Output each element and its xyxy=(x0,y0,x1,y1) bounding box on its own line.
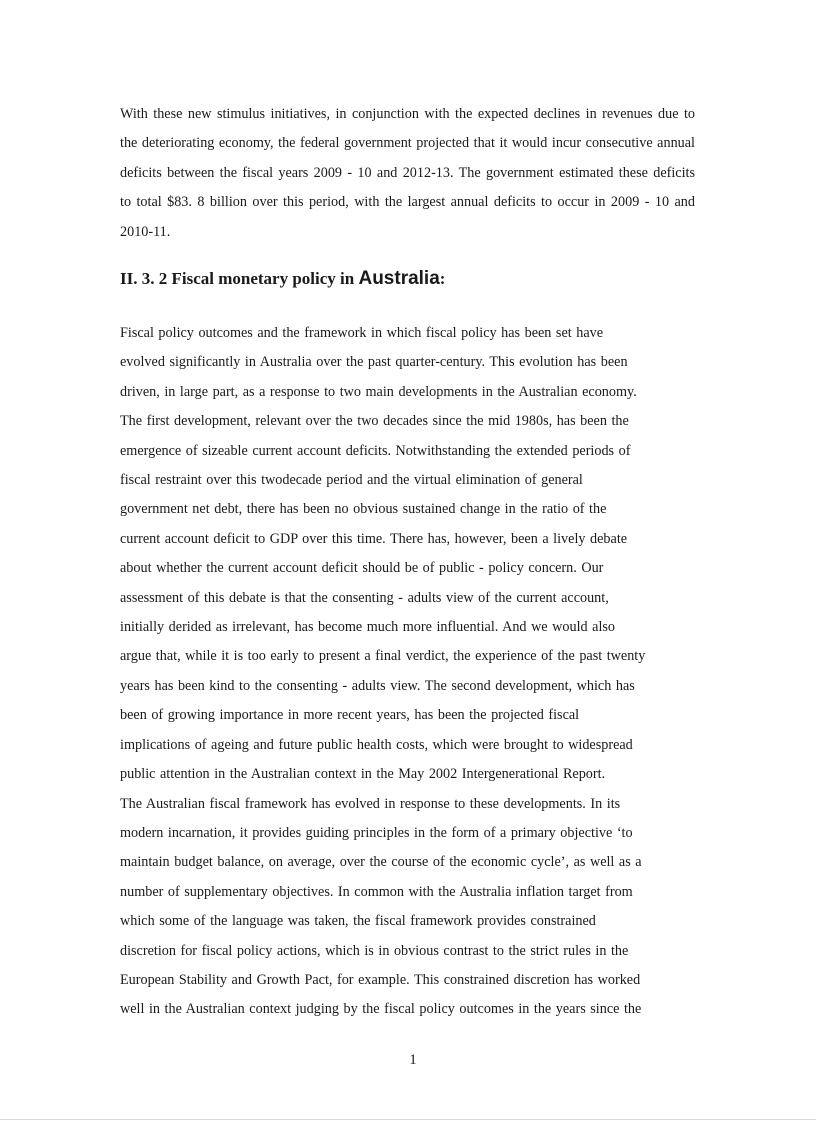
body-line: current account deficit to GDP over this time. There has, however, been a lively debate xyxy=(120,530,628,547)
body-line: about whether the current account deficit should be of public - policy concern. Our xyxy=(120,560,604,577)
body-line: emergence of sizeable current account deficits. Notwithstanding the extended periods of xyxy=(120,442,631,459)
page-number: 1 xyxy=(409,1052,417,1068)
section-title-country: Australia xyxy=(358,268,440,289)
body-line: government net debt, there has been no obvious sustained change in the ratio of the xyxy=(120,501,607,518)
body-line: which some of the language was taken, the fiscal framework provides constrained xyxy=(120,913,596,930)
page-bottom-rule xyxy=(0,1119,816,1120)
body-line: public attention in the Australian context in the May 2002 Intergenerational Report. xyxy=(120,766,606,783)
section-title: Fiscal monetary policy in xyxy=(171,269,355,288)
body-paragraph xyxy=(120,319,695,1025)
body-line: implications of ageing and future public health costs, which were brought to widespread xyxy=(120,736,633,753)
body-line: years has been kind to the consenting - adults view. The second development, which has xyxy=(120,677,635,694)
body-line: Fiscal policy outcomes and the framework in which fiscal policy has been set have xyxy=(120,325,604,341)
body-line: maintain budget balance, on average, over the course of the economic cycle’, as well as a xyxy=(120,854,642,871)
body-line: been of growing importance in more recent years, has been the projected fiscal xyxy=(120,707,580,724)
intro-paragraph: With these new stimulus initiatives, in conjunction with the expected declines in revenues due to the deteriorating economy, the federal government projected that it would incur consecutive annual deficits between the fiscal years 2009 - 10 and 2012-13. The government estimated these deficits to total $83. 8 billion over this period, with the largest annual deficits to occur in 2009 - 10 and 2010-11. xyxy=(120,106,695,240)
body-line: argue that, while it is too early to present a final verdict, the experience of the past twenty xyxy=(120,648,646,665)
body-line: assessment of this debate is that the consenting - adults view of the current account, xyxy=(120,589,609,606)
body-line: number of supplementary objectives. In common with the Australia inflation target from xyxy=(120,883,633,900)
body-line: European Stability and Growth Pact, for example. This constrained discretion has worked xyxy=(120,971,641,988)
body-line: evolved significantly in Australia over the past quarter-century. This evolution has been xyxy=(120,354,628,371)
body-line: fiscal restraint over this twodecade period and the virtual elimination of general xyxy=(120,472,583,489)
body-line: driven, in large part, as a response to two main developments in the Australian economy. xyxy=(120,383,637,400)
section-number: II. 3. 2 xyxy=(120,269,168,288)
body-line: well in the Australian context judging by the fiscal policy outcomes in the years since the xyxy=(120,1001,642,1018)
body-line: The Australian fiscal framework has evolved in response to these developments. In its xyxy=(120,795,621,812)
section-heading xyxy=(120,268,445,290)
body-line: modern incarnation, it provides guiding principles in the form of a primary objective ‘to xyxy=(120,824,633,841)
body-line: initially derided as irrelevant, has become much more influential. And we would also xyxy=(120,619,616,636)
body-line: The first development, relevant over the two decades since the mid 1980s, has been the xyxy=(120,413,629,430)
body-line: discretion for fiscal policy actions, which is in obvious contrast to the strict rules in the xyxy=(120,942,629,959)
section-title-colon: : xyxy=(439,269,446,288)
